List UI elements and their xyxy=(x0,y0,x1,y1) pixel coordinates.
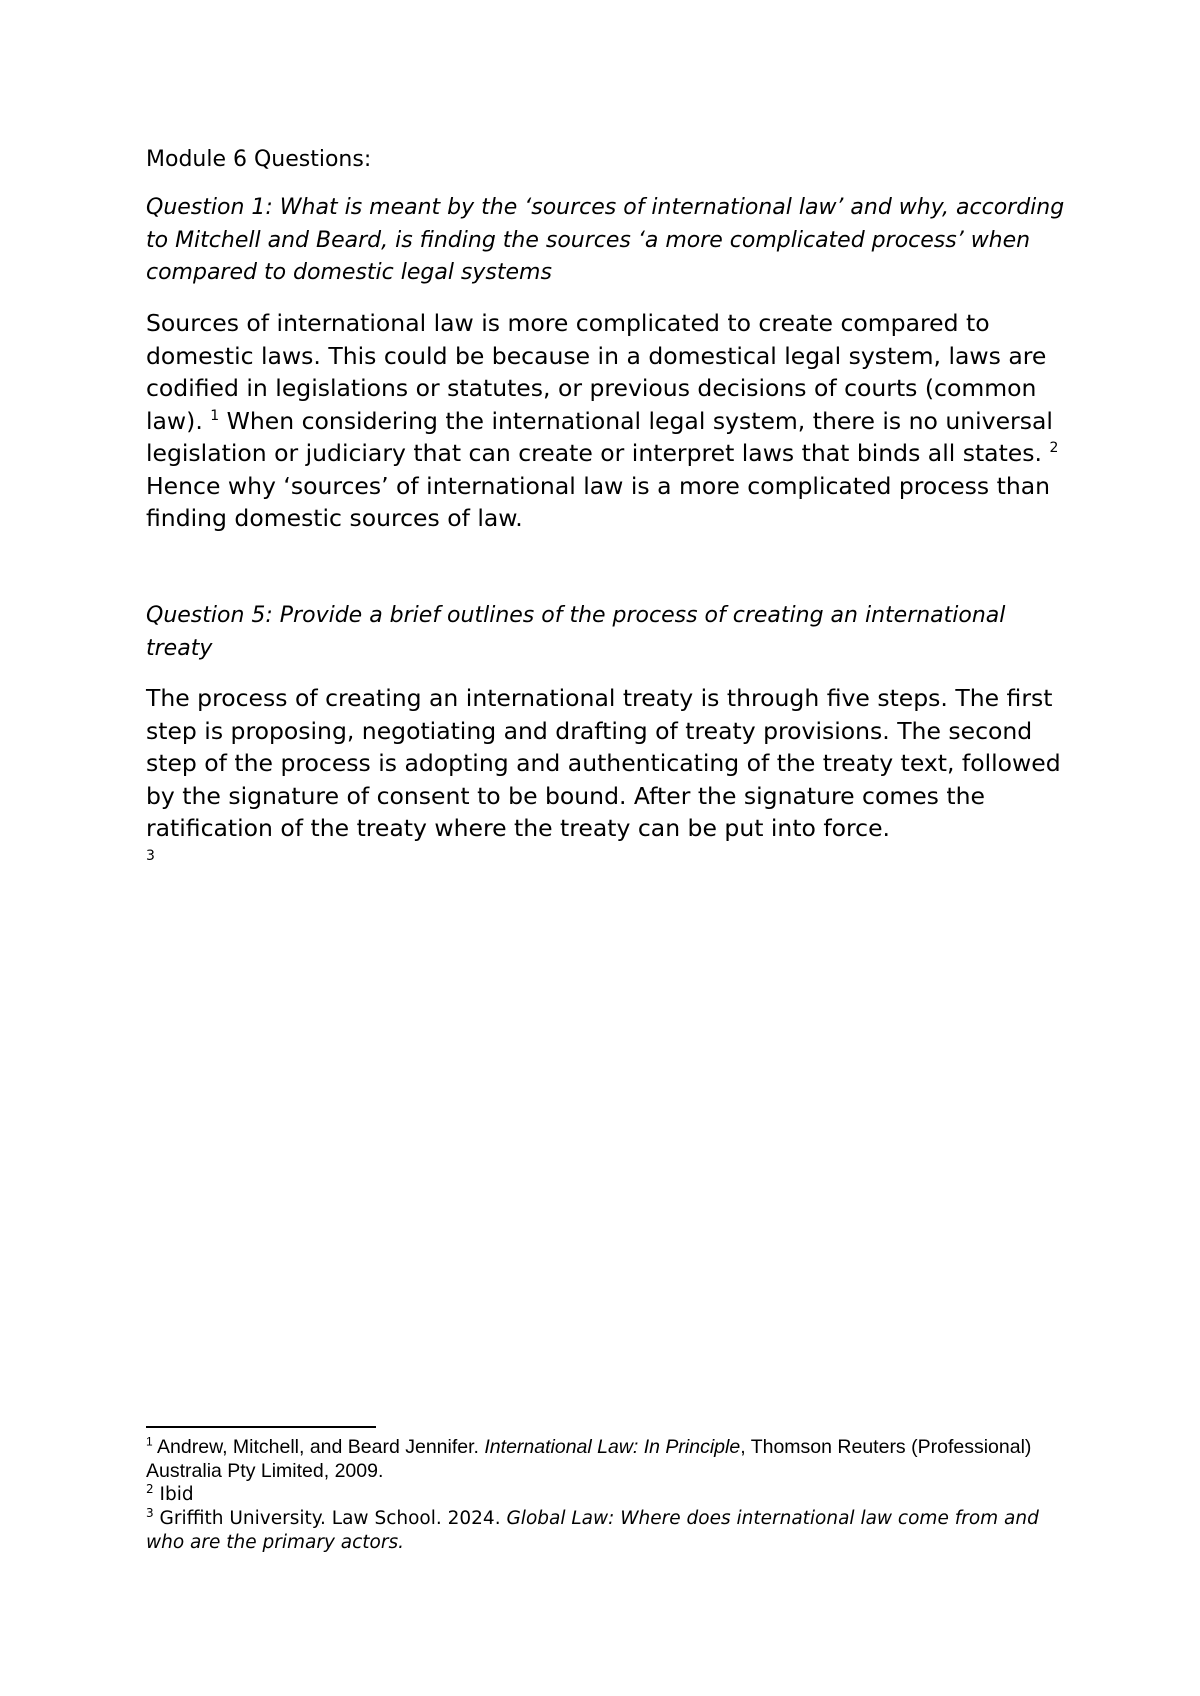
footnote-3-title: Global Law: Where does international law come from and who are the primary actors. xyxy=(146,1508,1039,1553)
footnote-1-title: International Law: In Principle xyxy=(484,1436,741,1458)
footnote-1-text-post: , Thomson Reuters (Professional) Australia Pty Limited, 2009. xyxy=(146,1436,1032,1482)
question-5-answer xyxy=(146,682,1076,877)
document-page xyxy=(146,0,1076,1696)
module-title: Module 6 Questions: xyxy=(146,147,372,172)
footnote-ref-3[interactable]: 3 xyxy=(146,847,155,864)
question-1-heading: Question 1: What is meant by the ‘sources of international law’ and why, according to Mitchell and Beard, is finding the sources ‘a more complicated process’ when compared to domestic legal systems xyxy=(146,195,1065,285)
question-5-heading: Question 5: Provide a brief outlines of the process of creating an international treaty xyxy=(146,603,1006,661)
footnote-3-number: 3 xyxy=(146,1505,154,1520)
footnote-2-text: Ibid xyxy=(153,1484,194,1505)
footnote-separator xyxy=(146,1426,376,1428)
footnotes-section xyxy=(146,1435,1046,1555)
question-1-answer xyxy=(146,307,1076,535)
footnote-2 xyxy=(146,1483,1046,1507)
answer-1-text-part3: Hence why ‘sources’ of international law is a more complicated process than finding domestic sources of law. xyxy=(146,471,1051,532)
footnote-ref-2[interactable]: 2 xyxy=(1049,440,1059,457)
footnote-2-number: 2 xyxy=(146,1481,154,1496)
footnote-1-text-pre: Andrew, Mitchell, and Beard Jennifer. xyxy=(152,1436,485,1458)
footnote-1 xyxy=(146,1435,1046,1483)
answer-1-text-part2: When considering the international legal system, there is no universal legislation or judiciary that can create or interpret laws that binds all states. xyxy=(146,406,1053,467)
footnote-ref-1[interactable]: 1 xyxy=(210,407,220,424)
answer-5-text: The process of creating an international treaty is through five steps. The first step is proposing, negotiating and drafting of treaty provisions. The second step of the process is adopting and authenticating of the treaty text, followed by the signature of consent to be bound. After the signature comes the ratification of the treaty where the treaty can be put into force. xyxy=(146,684,1061,842)
footnote-1-number: 1 xyxy=(146,1434,153,1449)
answer-1-text-part1: Sources of international law is more complicated to create compared to domestic laws. This could be because in a domestical legal system, laws are codified in legislations or statutes, or previous decisions of courts (common law). xyxy=(146,309,1047,435)
footnote-3-text-pre: Griffith University. Law School. 2024. xyxy=(153,1508,507,1529)
footnote-3 xyxy=(146,1507,1046,1555)
